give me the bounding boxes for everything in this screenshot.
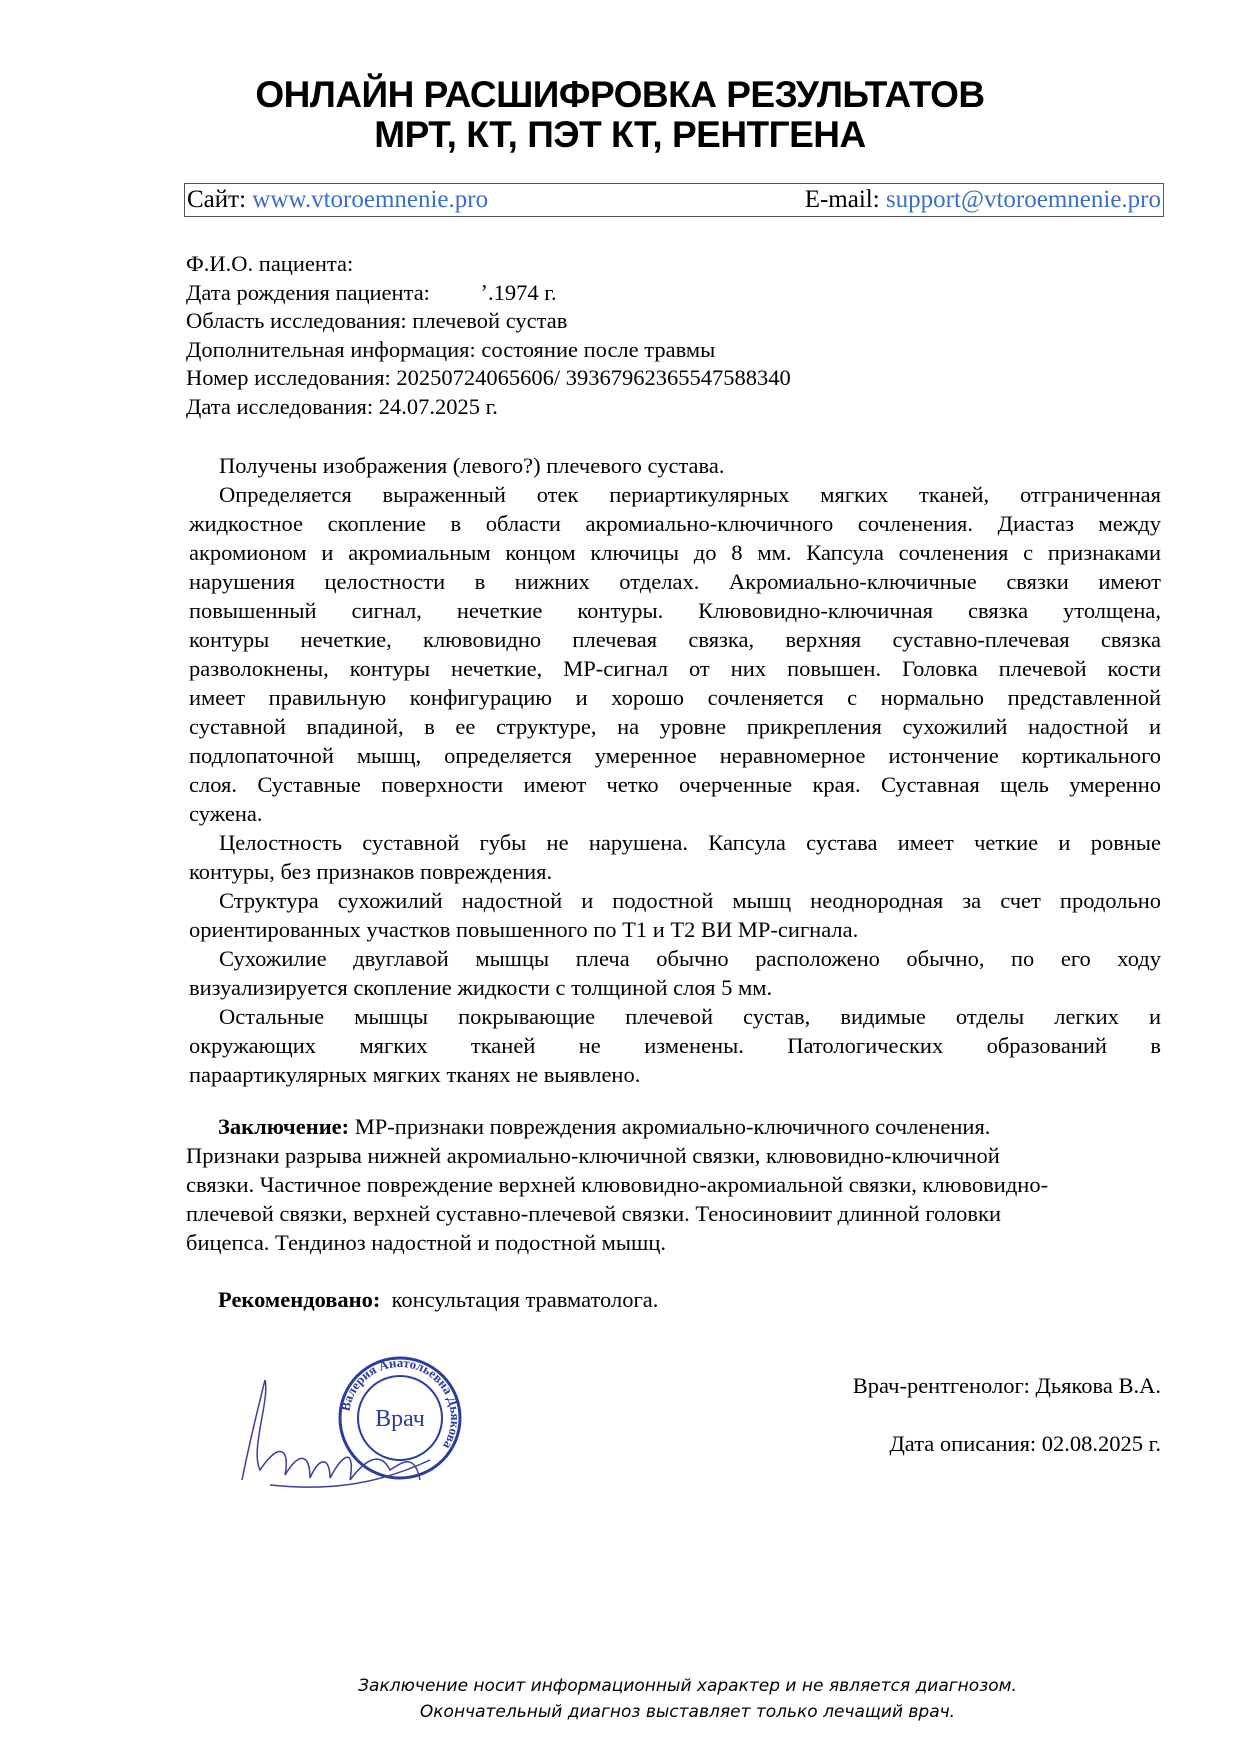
findings-line: визуализируется скопление жидкости с толщиной слоя 5 мм. — [189, 975, 773, 1000]
conclusion-label: Заключение: — [218, 1114, 350, 1139]
findings-line: Остальные мышцы покрывающие плечевой сустав, видимые отделы легких и — [219, 1004, 1161, 1029]
signature-icon — [242, 1380, 430, 1487]
additional-info: Дополнительная информация: состояние после травмы — [186, 336, 716, 362]
conclusion-line: МР-признаки повреждения акромиально-ключичного сочленения. — [349, 1114, 991, 1139]
study-area: Область исследования: плечевой сустав — [186, 308, 568, 334]
description-date: Дата описания: 02.08.2025 г. — [889, 1431, 1161, 1456]
email-label: E-mail: — [804, 186, 886, 213]
doctor-name: Врач-рентгенолог: Дьякова В.А. — [852, 1373, 1161, 1398]
patient-birthdate: Дата рождения пациента: ʼ.1974 г. — [186, 279, 557, 305]
findings-line: Целостность суставной губы не нарушена. Капсула сустава имеет четкие и ровные — [219, 830, 1161, 855]
findings-line: контуры нечеткие, клювовидно плечевая связка, верхняя суставно-плечевая связка — [189, 627, 1161, 652]
contacts-box — [184, 183, 1164, 217]
patient-name: Ф.И.О. пациента: — [186, 251, 354, 276]
findings-text — [189, 451, 1161, 1089]
findings-line: нарушения целостности в нижних отделах. Акромиально-ключичные связки имеют — [189, 569, 1161, 594]
findings-line: Определяется выраженный отек периартикулярных мягких тканей, отграниченная — [219, 482, 1161, 507]
findings-line: ориентированных участков повышенного по Т1 и Т2 ВИ МР-сигнала. — [189, 917, 859, 942]
patient-info — [186, 250, 791, 422]
disclaimer-line2: Окончательный диагноз выставляет только лечащий врач. — [419, 1702, 956, 1722]
findings-line: слоя. Суставные поверхности имеют четко очерченные края. Суставная щель умеренно — [189, 772, 1161, 797]
document-title-line2: МРТ, КТ, ПЭТ КТ, РЕНТГЕНА — [374, 114, 866, 155]
recommendation — [218, 1287, 658, 1313]
findings-line: суставной впадиной, в ее структуре, на уровне прикрепления сухожилий надостной и — [189, 714, 1161, 739]
conclusion-line: связки. Частичное повреждение верхней клювовидно-акромиальной связки, клювовидно- — [186, 1172, 1049, 1197]
conclusion — [186, 1112, 1048, 1257]
findings-line: подлопаточной мышц, определяется умеренное неравномерное истончение кортикального — [189, 743, 1161, 768]
findings-line: параартикулярных мягких тканях не выявлено. — [189, 1062, 641, 1087]
svg-text:Врач: Врач — [375, 1406, 425, 1432]
site-link[interactable]: www.vtoroemnenie.pro — [252, 186, 489, 213]
study-number: Номер исследования: 20250724065606/ 39367962365547588340 — [186, 365, 791, 391]
findings-line: контуры, без признаков повреждения. — [189, 859, 553, 884]
study-date: Дата исследования: 24.07.2025 г. — [186, 393, 498, 419]
findings-line: сужена. — [189, 801, 263, 826]
conclusion-line: Признаки разрыва нижней акромиально-ключичной связки, клювовидно-ключичной — [186, 1143, 1000, 1168]
findings-line: повышенный сигнал, нечеткие контуры. Клювовидно-ключичная связка утолщена, — [189, 598, 1161, 623]
email-link[interactable]: support@vtoroemnenie.pro — [885, 186, 1161, 213]
recommendation-text: консультация травматолога. — [380, 1287, 659, 1312]
findings-line: акромионом и акромиальным концом ключицы до 8 мм. Капсула сочленения с признаками — [189, 540, 1161, 565]
findings-line: Структура сухожилий надостной и подостной мышц неоднородная за счет продольно — [219, 888, 1161, 913]
svg-text:Валерия Анатольевна Дьякова: Валерия Анатольевна Дьякова — [337, 1354, 464, 1452]
findings-line: жидкостное скопление в области акромиально-ключичного сочленения. Диастаз между — [189, 511, 1161, 536]
recommendation-label: Рекомендовано: — [218, 1287, 381, 1312]
stamp-icon — [337, 1355, 463, 1478]
disclaimer-line1: Заключение носит информационный характер и не является диагнозом. — [358, 1676, 1017, 1696]
findings-line: Сухожилие двуглавой мышцы плеча обычно расположено обычно, по его ходу — [219, 946, 1161, 971]
findings-line: Получены изображения (левого?) плечевого сустава. — [219, 453, 725, 478]
conclusion-line: плечевой связки, верхней суставно-плечевой связки. Теносиновиит длинной головки — [186, 1201, 1002, 1226]
conclusion-line: бицепса. Тендиноз надостной и подостной мышц. — [186, 1230, 667, 1255]
site-label: Сайт: — [187, 186, 253, 213]
document-title-line1: ОНЛАЙН РАСШИФРОВКА РЕЗУЛЬТАТОВ — [255, 74, 985, 115]
doctor-stamp-and-signature — [230, 1340, 470, 1500]
findings-line: окружающих мягких тканей не изменены. Патологических образований в — [189, 1033, 1161, 1058]
findings-line: разволокнены, контуры нечеткие, МР-сигнал от них повышен. Головка плечевой кости — [189, 656, 1161, 681]
findings-line: имеет правильную конфигурацию и хорошо сочленяется с нормально представленной — [189, 685, 1161, 710]
